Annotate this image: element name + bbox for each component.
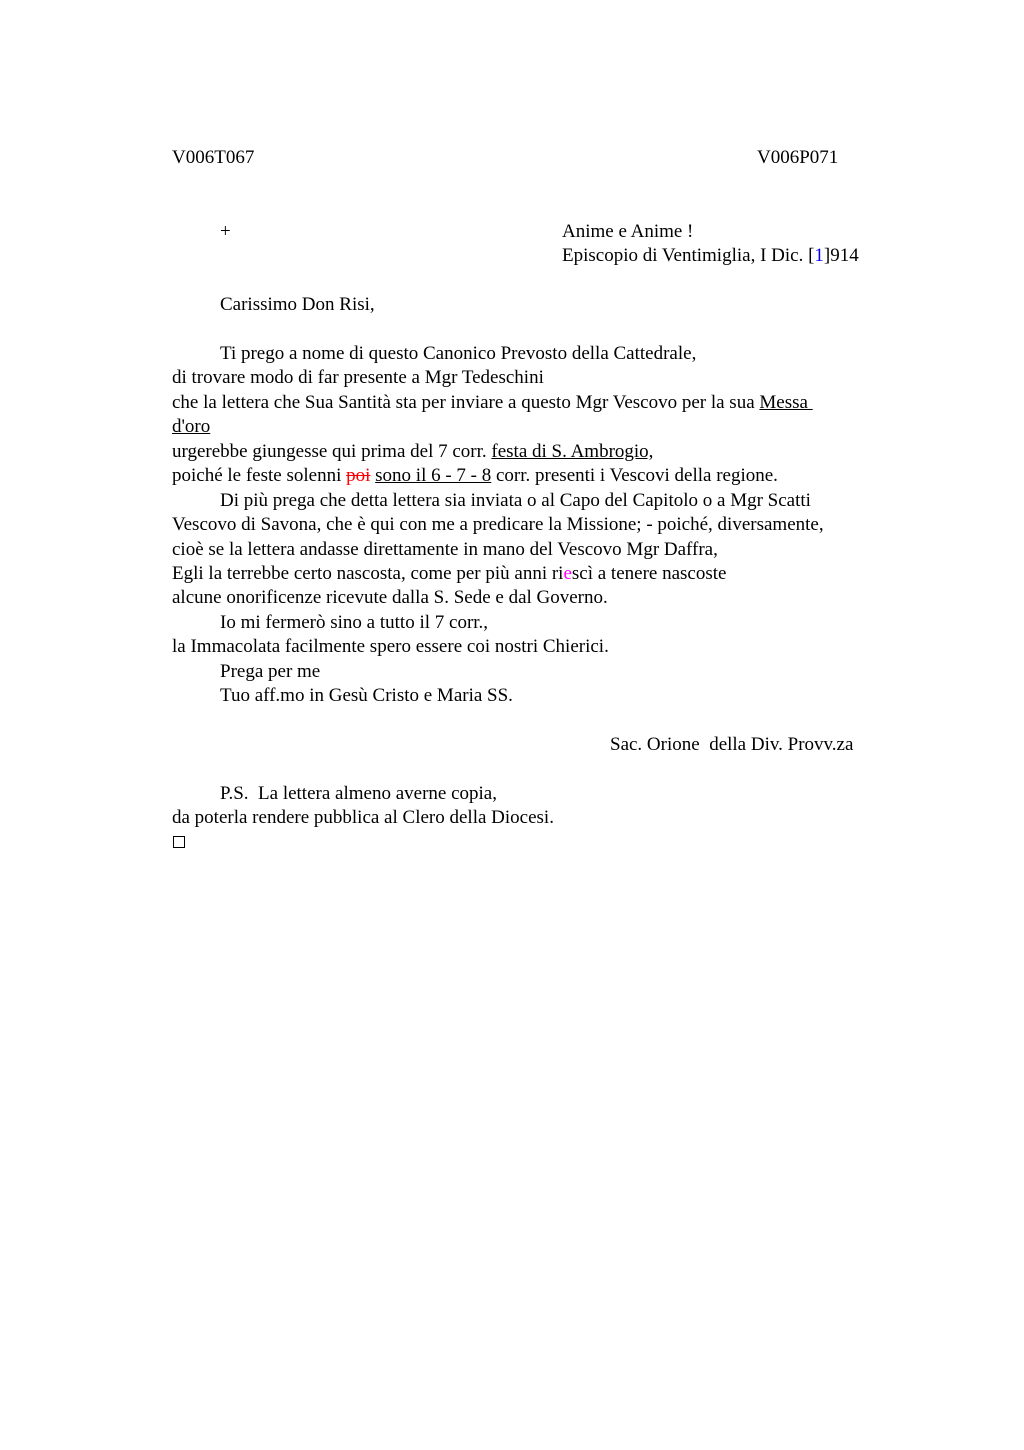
body-line bbox=[172, 562, 726, 586]
body-line bbox=[172, 464, 778, 488]
salutation: Carissimo Don Risi, bbox=[220, 294, 375, 315]
body-text: che la lettera che Sua Santità sta per inviare a questo Mgr Vescovo per la sua bbox=[172, 392, 760, 413]
body-line: Ti prego a nome di questo Canonico Prevosto della Cattedrale, bbox=[220, 343, 697, 364]
body-text: Egli la terrebbe certo nascosta, come per più anni ri bbox=[172, 563, 564, 584]
motto: Anime e Anime ! bbox=[562, 221, 694, 242]
end-of-document-box-icon bbox=[173, 836, 185, 848]
postscript-line: P.S. La lettera almeno averne copia, bbox=[220, 783, 497, 804]
body-line: Di più prega che detta lettera sia inviata o al Capo del Capitolo o a Mgr Scatti bbox=[220, 490, 811, 511]
corrected-letter: e bbox=[563, 563, 572, 584]
body-line bbox=[172, 391, 813, 415]
closing-line: Tuo aff.mo in Gesù Cristo e Maria SS. bbox=[220, 685, 513, 706]
signature: Sac. Orione della Div. Provv.za bbox=[610, 734, 854, 755]
place-date-prefix: Episcopio di Ventimiglia, I Dic. [ bbox=[562, 245, 815, 266]
body-text: poiché le feste solenni bbox=[172, 465, 347, 486]
closing-line: Prega per me bbox=[220, 661, 321, 682]
body-line bbox=[172, 415, 210, 439]
place-date bbox=[562, 244, 859, 268]
editorial-insertion: 1 bbox=[814, 245, 824, 266]
body-text: corr. presenti i Vescovi della regione. bbox=[491, 465, 778, 486]
body-line: la Immacolata facilmente spero essere coi nostri Chierici. bbox=[172, 636, 609, 657]
body-line: cioè se la lettera andasse direttamente in mano del Vescovo Mgr Daffra, bbox=[172, 539, 718, 560]
underlined-text: d'oro bbox=[172, 416, 211, 437]
body-line: Io mi fermerò sino a tutto il 7 corr., bbox=[220, 612, 489, 633]
body-text: urgerebbe giungesse qui prima del 7 corr. bbox=[172, 441, 492, 462]
document-code-left: V006T067 bbox=[172, 147, 255, 168]
body-line bbox=[172, 440, 653, 464]
document-code-right: V006P071 bbox=[757, 147, 839, 168]
cross-symbol: + bbox=[220, 221, 231, 242]
underlined-text: sono il 6 - 7 - 8 bbox=[375, 465, 492, 486]
body-line: alcune onorificenze ricevute dalla S. Sede e dal Governo. bbox=[172, 587, 608, 608]
underlined-text: Messa bbox=[759, 392, 813, 413]
place-date-suffix: ]914 bbox=[823, 245, 859, 266]
body-line: di trovare modo di far presente a Mgr Tedeschini bbox=[172, 367, 544, 388]
underlined-text: festa di S. Ambrogio, bbox=[491, 441, 654, 462]
deleted-text: poi bbox=[346, 465, 371, 486]
postscript-line: da poterla rendere pubblica al Clero della Diocesi. bbox=[172, 807, 554, 828]
body-text: scì a tenere nascoste bbox=[571, 563, 727, 584]
body-line: Vescovo di Savona, che è qui con me a predicare la Missione; - poiché, diversamente, bbox=[172, 514, 824, 535]
